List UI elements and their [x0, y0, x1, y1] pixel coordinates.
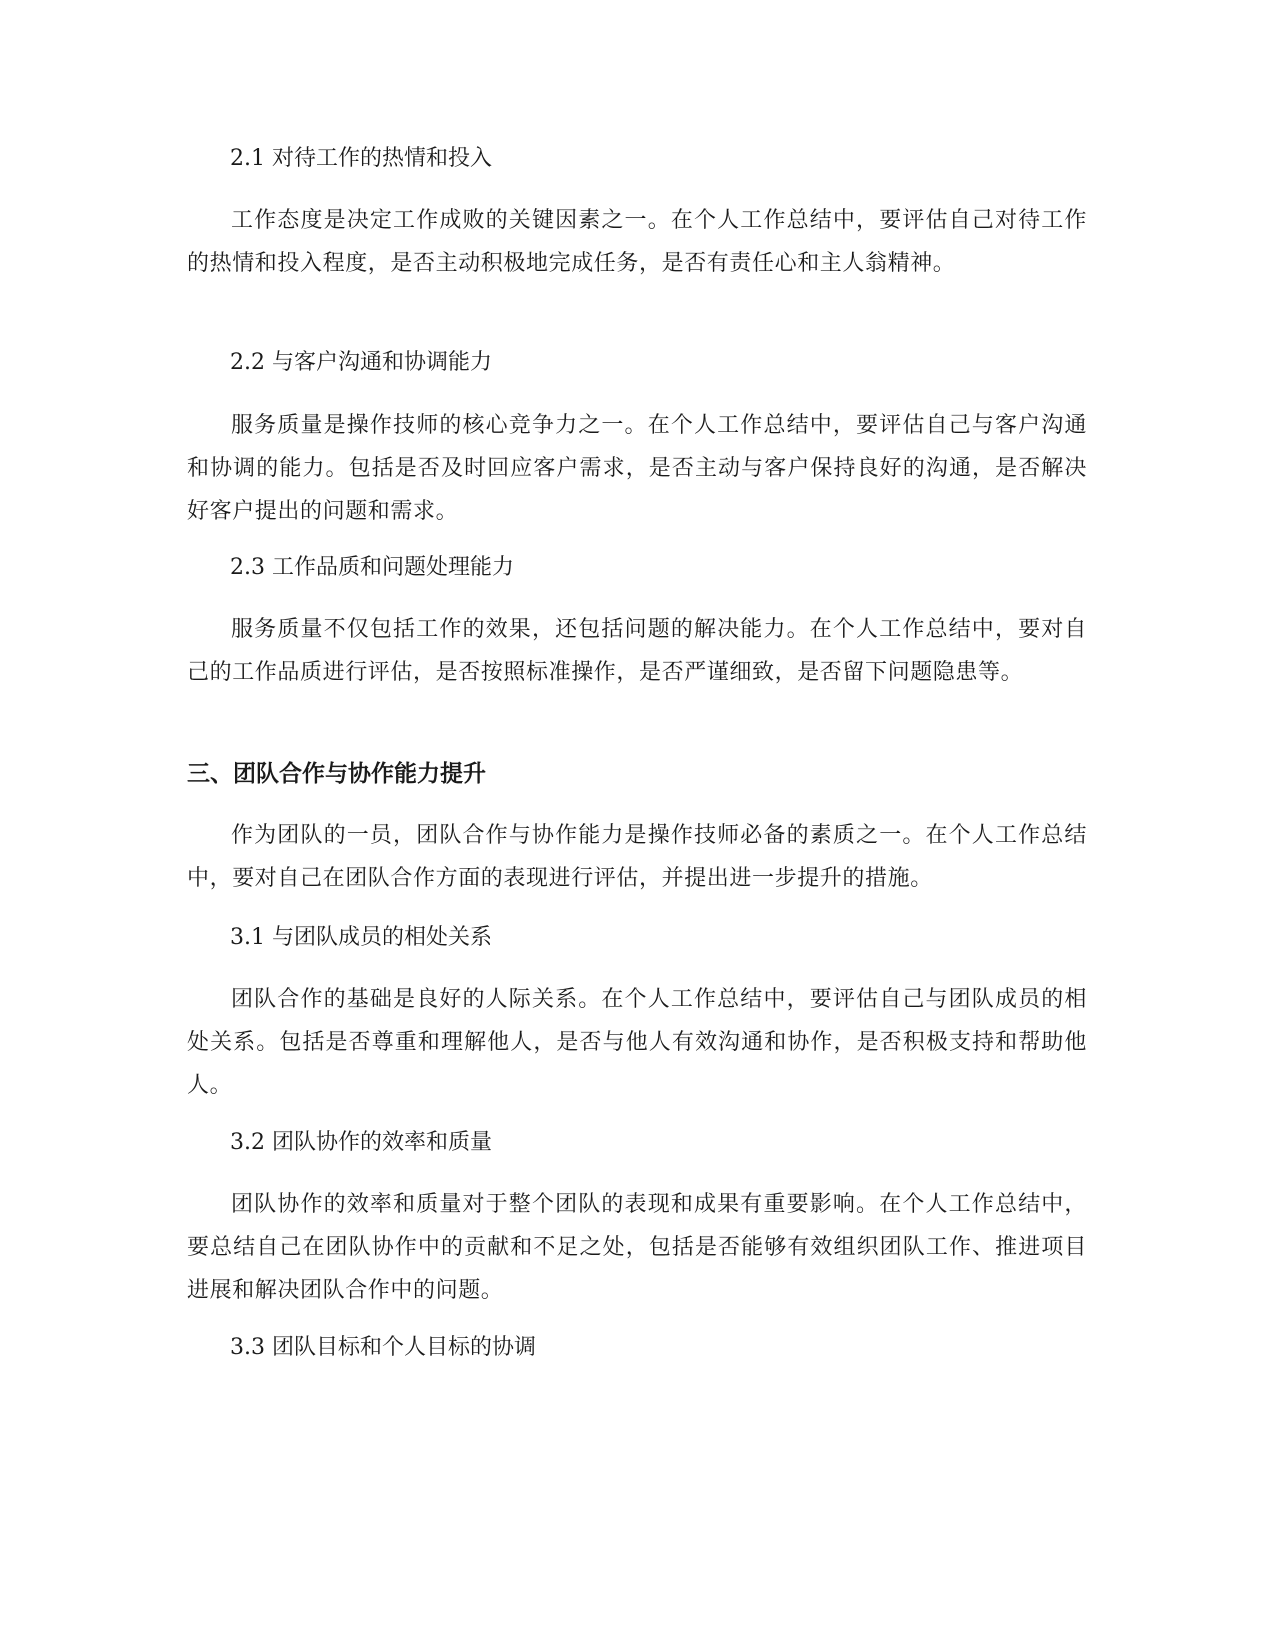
paragraph-3-intro: 作为团队的一员，团队合作与协作能力是操作技师必备的素质之一。在个人工作总结中，要对自己在团队合作方面的表现进行评估，并提出进一步提升的措施。: [187, 823, 1087, 891]
paragraph-2-2: 服务质量是操作技师的核心竞争力之一。在个人工作总结中，要评估自己与客户沟通和协调的能力。包括是否及时回应客户需求，是否主动与客户保持良好的沟通，是否解决好客户提出的问题和需求。: [187, 413, 1087, 524]
subheading-2-3: 2.3 工作品质和问题处理能力: [230, 555, 514, 580]
paragraph-3-1: 团队合作的基础是良好的人际关系。在个人工作总结中，要评估自己与团队成员的相处关系。包括是否尊重和理解他人，是否与他人有效沟通和协作，是否积极支持和帮助他人。: [187, 987, 1087, 1098]
subheading-3-2: 3.2 团队协作的效率和质量: [230, 1130, 492, 1155]
paragraph-3-2: 团队协作的效率和质量对于整个团队的表现和成果有重要影响。在个人工作总结中，要总结自己在团队协作中的贡献和不足之处，包括是否能够有效组织团队工作、推进项目进展和解决团队合作中的问题。: [187, 1192, 1087, 1303]
subheading-3-3: 3.3 团队目标和个人目标的协调: [230, 1335, 536, 1360]
paragraph-2-3: 服务质量不仅包括工作的效果，还包括问题的解决能力。在个人工作总结中，要对自己的工作品质进行评估，是否按照标准操作，是否严谨细致，是否留下问题隐患等。: [187, 617, 1087, 685]
paragraph-2-1: 工作态度是决定工作成败的关键因素之一。在个人工作总结中，要评估自己对待工作的热情和投入程度，是否主动积极地完成任务，是否有责任心和主人翁精神。: [187, 208, 1087, 276]
subheading-2-2: 2.2 与客户沟通和协调能力: [230, 350, 492, 375]
section-heading-3: 三、团队合作与协作能力提升: [187, 761, 486, 787]
subheading-2-1: 2.1 对待工作的热情和投入: [230, 146, 492, 171]
subheading-3-1: 3.1 与团队成员的相处关系: [230, 925, 492, 950]
